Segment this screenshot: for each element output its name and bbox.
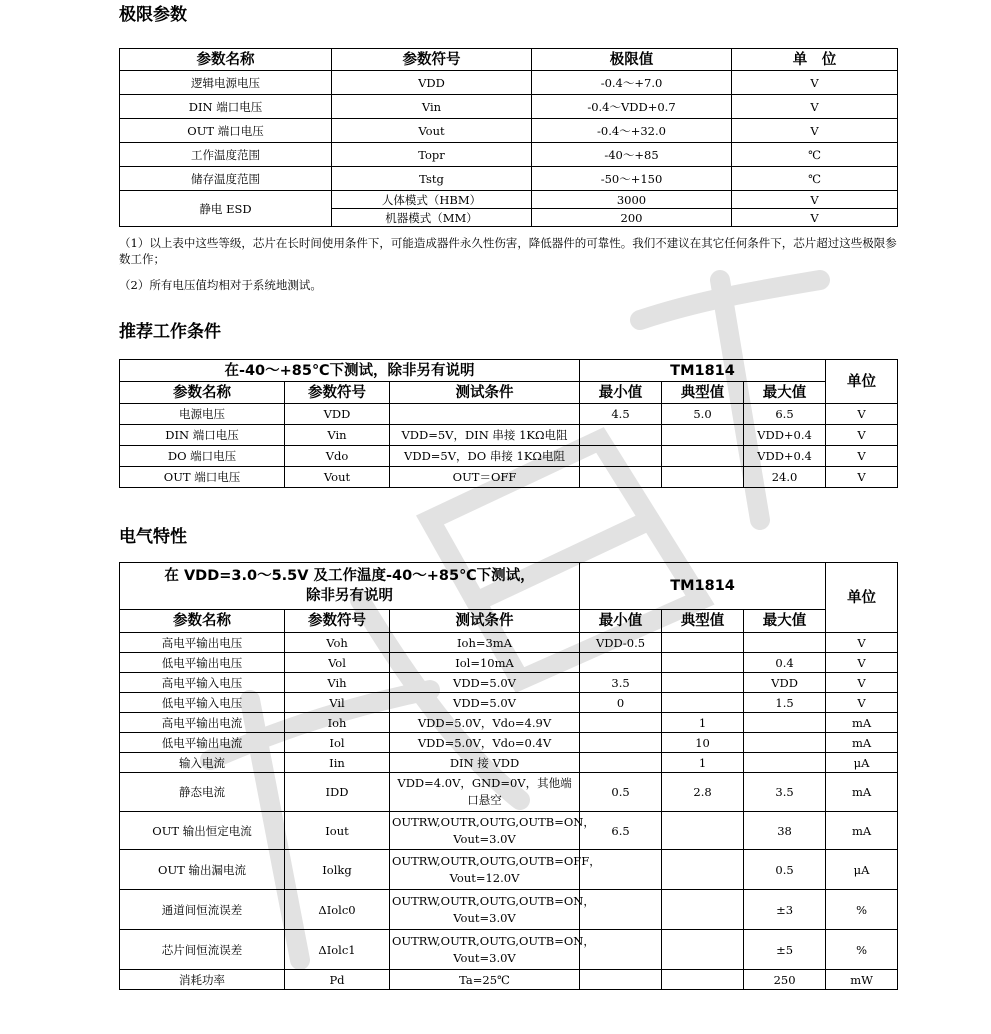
cell: 0 [580,693,662,713]
table-row [120,95,898,119]
cell [580,753,662,773]
cell: Iol=10mA [390,653,580,673]
unit-header: 单位 [826,360,898,404]
table-row [120,467,898,488]
cell: VDD=5V，DIN 串接 1KΩ电阻 [390,425,580,446]
condition-line-2: 除非另有说明 [306,588,394,604]
cell [662,425,744,446]
cell: ℃ [732,167,898,191]
cell: 人体模式（HBM） [332,191,532,209]
cell: 6.5 [744,404,826,425]
cell: -40～+85 [532,143,732,167]
header-cell: 最小值 [580,610,662,633]
note-2: （2）所有电压值均相对于系统地测试。 [119,278,322,292]
table-row [120,191,898,209]
cell: VDD=5.0V [390,673,580,693]
cell: VDD=5.0V，Vdo=0.4V [390,733,580,753]
cell: ±5 [744,930,826,970]
cell: Vout [332,119,532,143]
cell: Vin [285,425,390,446]
cell [662,930,744,970]
cell: ±3 [744,890,826,930]
cell [744,733,826,753]
header-cell: 最大值 [744,610,826,633]
cell: 24.0 [744,467,826,488]
cell: 3.5 [744,773,826,812]
cell: 3.5 [580,673,662,693]
cell [580,425,662,446]
cell: 5.0 [662,404,744,425]
cell: μA [826,850,898,890]
header-cell: 典型值 [662,610,744,633]
cell: VDD=5.0V [390,693,580,713]
cell: Iolkg [285,850,390,890]
table-row [120,733,898,753]
cell [580,713,662,733]
cell [744,633,826,653]
header-cell: 测试条件 [390,382,580,404]
cell: mA [826,812,898,850]
cell: % [826,890,898,930]
cell [662,467,744,488]
cell [662,633,744,653]
cell [390,404,580,425]
table-row [120,71,898,95]
cell [662,693,744,713]
cell: Ta=25℃ [390,970,580,990]
cell: OUT＝OFF [390,467,580,488]
cell: OUT 输出恒定电流 [120,812,285,850]
cell: Ioh [285,713,390,733]
cell: OUTRW,OUTR,OUTG,OUTB=ON，Vout=3.0V [390,890,580,930]
header-cell: 参数符号 [285,610,390,633]
cell [662,653,744,673]
cell [662,673,744,693]
cell [580,467,662,488]
cell [744,753,826,773]
cell: 高电平输出电流 [120,713,285,733]
cell: 高电平输出电压 [120,633,285,653]
cell: Voh [285,633,390,653]
cell: mA [826,713,898,733]
cell: V [826,693,898,713]
cell: 电源电压 [120,404,285,425]
table-row [120,446,898,467]
table-row [120,143,898,167]
cell: 消耗功率 [120,970,285,990]
cell: ΔIolc0 [285,890,390,930]
cell: OUTRW,OUTR,OUTG,OUTB=ON，Vout=3.0V [390,812,580,850]
cell: Iol [285,733,390,753]
cell: ΔIolc1 [285,930,390,970]
cell: DIN 端口电压 [120,95,332,119]
cell: DIN 接 VDD [390,753,580,773]
table-row [120,930,898,970]
cell: DO 端口电压 [120,446,285,467]
cell [580,446,662,467]
table-row [120,850,898,890]
table-row [120,970,898,990]
cell: 逻辑电源电压 [120,71,332,95]
cell [580,970,662,990]
header-cell: 参数符号 [332,49,532,71]
cell: -50～+150 [532,167,732,191]
note-1: （1）以上表中这些等级，芯片在长时间使用条件下，可能造成器件永久性伤害，降低器件的可靠性。我们不建议在其它任何条件下，芯片超过这些极限参数工作； [119,236,897,266]
cell [580,653,662,673]
cell: VDD=5.0V，Vdo=4.9V [390,713,580,733]
cell: V [826,467,898,488]
cell [662,850,744,890]
cell: 10 [662,733,744,753]
cell [580,733,662,753]
table-row [120,167,898,191]
table-row [120,693,898,713]
cell: 输入电流 [120,753,285,773]
cell: Vol [285,653,390,673]
table-row [120,890,898,930]
cell: VDD [285,404,390,425]
cell: Pd [285,970,390,990]
cell: V [826,425,898,446]
cell: 6.5 [580,812,662,850]
test-condition-header [120,563,580,610]
cell: V [826,446,898,467]
cell: VDD [744,673,826,693]
cell: 0.4 [744,653,826,673]
cell: Vdo [285,446,390,467]
header-cell: 参数名称 [120,49,332,71]
cell: OUT 端口电压 [120,119,332,143]
cell: ℃ [732,143,898,167]
cell: 1.5 [744,693,826,713]
header-cell: 最小值 [580,382,662,404]
cell [662,970,744,990]
header-cell: 极限值 [532,49,732,71]
cell: Iin [285,753,390,773]
cell: -0.4～VDD+0.7 [532,95,732,119]
cell: 0.5 [580,773,662,812]
header-cell: 参数名称 [120,610,285,633]
cell: μA [826,753,898,773]
cell: 储存温度范围 [120,167,332,191]
cell: V [732,191,898,209]
cell: V [826,653,898,673]
cell: mW [826,970,898,990]
table-row [120,425,898,446]
cell: 200 [532,209,732,227]
cell: 4.5 [580,404,662,425]
cell: 机器模式（MM） [332,209,532,227]
cell: 38 [744,812,826,850]
cell: Vih [285,673,390,693]
cell: mA [826,773,898,812]
model-header: TM1814 [580,563,826,610]
table-row [120,713,898,733]
cell: Iout [285,812,390,850]
cell: 0.5 [744,850,826,890]
section-title-recommended: 推荐工作条件 [119,322,221,342]
header-cell: 参数名称 [120,382,285,404]
cell: 低电平输出电流 [120,733,285,753]
cell: VDD=4.0V，GND=0V，其他端口悬空 [390,773,580,812]
cell [662,812,744,850]
table-row [120,673,898,693]
cell: VDD=5V，DO 串接 1KΩ电阻 [390,446,580,467]
cell: VDD-0.5 [580,633,662,653]
electrical-table [119,562,898,990]
cell: 低电平输出电压 [120,653,285,673]
cell: VDD+0.4 [744,425,826,446]
cell [662,446,744,467]
cell: 低电平输入电压 [120,693,285,713]
cell: mA [826,733,898,753]
model-header: TM1814 [580,360,826,382]
cell: V [826,404,898,425]
cell: V [732,119,898,143]
condition-line-1: 在 VDD=3.0～5.5V 及工作温度-40～+85℃下测试， [164,568,535,584]
unit-header: 单位 [826,563,898,633]
header-cell: 单 位 [732,49,898,71]
table-row [120,773,898,812]
cell: IDD [285,773,390,812]
cell: -0.4～+7.0 [532,71,732,95]
cell: 1 [662,713,744,733]
cell: V [732,95,898,119]
cell: V [732,71,898,95]
cell: % [826,930,898,970]
cell: 工作温度范围 [120,143,332,167]
cell: DIN 端口电压 [120,425,285,446]
table-row [120,812,898,850]
table-row [120,119,898,143]
cell [662,890,744,930]
cell: VDD+0.4 [744,446,826,467]
table-row [120,753,898,773]
cell: Tstg [332,167,532,191]
cell: 静电 ESD [120,191,332,227]
cell [744,713,826,733]
cell: 芯片间恒流误差 [120,930,285,970]
cell: V [732,209,898,227]
cell: 2.8 [662,773,744,812]
cell: OUT 输出漏电流 [120,850,285,890]
section-title-absolute-max: 极限参数 [119,5,187,25]
cell: 1 [662,753,744,773]
cell: Vin [332,95,532,119]
cell: 250 [744,970,826,990]
table-row [120,404,898,425]
cell: OUT 端口电压 [120,467,285,488]
cell: VDD [332,71,532,95]
cell: Ioh=3mA [390,633,580,653]
cell: Vout [285,467,390,488]
test-condition-header: 在-40～+85℃下测试，除非另有说明 [120,360,580,382]
recommended-table [119,359,898,488]
cell: Vil [285,693,390,713]
cell: -0.4～+32.0 [532,119,732,143]
absolute-max-table [119,48,898,227]
section-title-electrical: 电气特性 [119,527,187,547]
cell: 通道间恒流误差 [120,890,285,930]
header-cell: 典型值 [662,382,744,404]
cell: V [826,633,898,653]
cell: OUTRW,OUTR,OUTG,OUTB=OFF，Vout=12.0V [390,850,580,890]
cell: 静态电流 [120,773,285,812]
table-row [120,653,898,673]
header-cell: 测试条件 [390,610,580,633]
cell: V [826,673,898,693]
cell: Topr [332,143,532,167]
cell: 高电平输入电压 [120,673,285,693]
cell: OUTRW,OUTR,OUTG,OUTB=ON，Vout=3.0V [390,930,580,970]
table-row [120,633,898,653]
header-cell: 参数符号 [285,382,390,404]
cell: 3000 [532,191,732,209]
header-cell: 最大值 [744,382,826,404]
